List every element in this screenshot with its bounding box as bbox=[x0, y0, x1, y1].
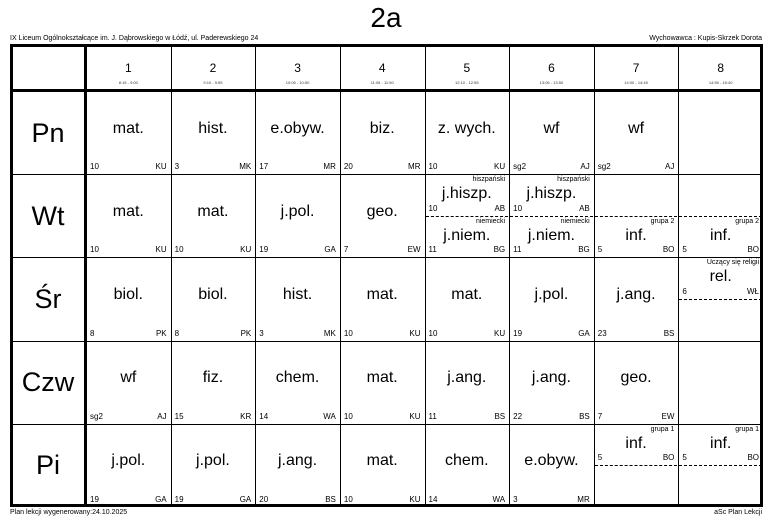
lesson-room: 7 bbox=[597, 411, 603, 421]
lesson-room: 19 bbox=[513, 328, 523, 338]
lesson-room: 11 bbox=[513, 245, 522, 255]
lesson-room: 19 bbox=[174, 494, 184, 504]
period-number: 7 bbox=[632, 61, 640, 75]
lesson-teacher: KU bbox=[494, 328, 506, 338]
period-time: 14:55 - 15:40 bbox=[708, 80, 733, 85]
period-number: 4 bbox=[378, 61, 386, 75]
lesson-cell[interactable] bbox=[510, 342, 593, 423]
lesson-cell[interactable] bbox=[87, 258, 170, 339]
lesson-room: 10 bbox=[174, 245, 184, 255]
lesson-cell[interactable] bbox=[426, 92, 509, 173]
lesson-room: 10 bbox=[343, 494, 353, 504]
lesson-subject: fiz. bbox=[202, 369, 224, 387]
lesson-room: 5 bbox=[597, 245, 603, 255]
lesson-room: 10 bbox=[428, 203, 438, 213]
lesson-cell[interactable] bbox=[341, 92, 424, 173]
lesson-room: sg2 bbox=[597, 162, 611, 172]
class-title: 2a bbox=[370, 2, 402, 33]
lesson-subject: j.ang. bbox=[531, 369, 571, 387]
lesson-room: sg2 bbox=[90, 411, 103, 421]
lesson-cell[interactable] bbox=[426, 175, 509, 215]
lesson-cell[interactable] bbox=[341, 175, 424, 256]
lesson-subject: j.ang. bbox=[277, 452, 318, 470]
period-number: 6 bbox=[548, 61, 555, 75]
lesson-teacher: AJ bbox=[665, 162, 675, 172]
period-number: 8 bbox=[717, 61, 725, 75]
lesson-cell[interactable] bbox=[426, 342, 509, 423]
lesson-teacher: BS bbox=[325, 494, 336, 504]
lesson-subject: mat. bbox=[366, 285, 398, 303]
lesson-subject: e.obyw. bbox=[270, 119, 325, 137]
period-time: 8:15 - 9:00 bbox=[118, 80, 138, 85]
lesson-subject: j.niem. bbox=[527, 226, 575, 244]
period-number: 1 bbox=[124, 61, 132, 75]
lesson-teacher: AJ bbox=[580, 162, 590, 172]
period-number: 2 bbox=[209, 61, 217, 75]
lesson-room: 3 bbox=[259, 328, 264, 338]
lesson-room: 8 bbox=[174, 328, 180, 338]
split-divider bbox=[679, 299, 762, 300]
lesson-teacher: KU bbox=[409, 411, 421, 421]
lesson-teacher: AJ bbox=[157, 411, 167, 421]
lesson-subject: j.niem. bbox=[443, 226, 491, 244]
lesson-room: 6 bbox=[682, 286, 687, 296]
lesson-room: 17 bbox=[259, 162, 269, 172]
lesson-subject: inf. bbox=[710, 226, 732, 244]
lesson-room: 10 bbox=[343, 411, 353, 421]
lesson-room: 20 bbox=[259, 494, 269, 504]
split-divider bbox=[595, 465, 678, 466]
lesson-cell[interactable] bbox=[341, 425, 424, 506]
lesson-cell[interactable] bbox=[172, 258, 255, 339]
day-label: Wt bbox=[31, 200, 65, 231]
lesson-group-note: hiszpański bbox=[557, 176, 590, 184]
lesson-teacher: MR bbox=[323, 162, 336, 172]
lesson-subject: mat. bbox=[366, 369, 398, 387]
lesson-group-note: hiszpański bbox=[472, 176, 506, 184]
lesson-subject: j.pol. bbox=[280, 202, 315, 220]
lesson-subject: j.pol. bbox=[196, 452, 230, 470]
lesson-teacher: KU bbox=[409, 328, 421, 338]
lesson-cell[interactable] bbox=[341, 342, 424, 423]
lesson-subject: hist. bbox=[198, 119, 228, 137]
lesson-room: 3 bbox=[513, 494, 518, 504]
lesson-cell[interactable] bbox=[510, 92, 593, 173]
lesson-teacher: PK bbox=[155, 328, 167, 338]
lesson-group-note: niemiecki bbox=[475, 217, 506, 225]
lesson-group-note: grupa 2 bbox=[735, 217, 759, 225]
lesson-teacher: EW bbox=[407, 245, 421, 255]
lesson-room: 7 bbox=[343, 245, 349, 255]
lesson-subject: j.hiszp. bbox=[441, 184, 492, 202]
lesson-room: 10 bbox=[90, 245, 99, 255]
period-time: 9:10 - 9:55 bbox=[203, 80, 223, 85]
lesson-subject: wf bbox=[543, 119, 560, 137]
lesson-room: 10 bbox=[513, 203, 523, 213]
period-time: 12:10 - 12:55 bbox=[455, 80, 479, 85]
lesson-group-note: niemiecki bbox=[560, 217, 590, 225]
lesson-room: 5 bbox=[682, 245, 687, 255]
period-number: 3 bbox=[294, 61, 301, 75]
lesson-cell[interactable] bbox=[256, 175, 339, 256]
lesson-teacher: KU bbox=[240, 245, 252, 255]
lesson-teacher: BO bbox=[747, 453, 759, 463]
lesson-teacher: MR bbox=[408, 162, 421, 172]
lesson-teacher: KU bbox=[155, 162, 167, 172]
lesson-cell[interactable] bbox=[679, 258, 762, 298]
lesson-room: 11 bbox=[428, 245, 437, 255]
lesson-cell[interactable] bbox=[256, 425, 339, 506]
lesson-cell[interactable] bbox=[87, 425, 170, 506]
lesson-room: 14 bbox=[428, 494, 438, 504]
lesson-cell[interactable] bbox=[172, 175, 255, 256]
lesson-teacher: AB bbox=[494, 203, 506, 213]
lesson-subject: j.hiszp. bbox=[526, 184, 577, 202]
lesson-subject: j.ang. bbox=[616, 285, 656, 303]
lesson-teacher: GA bbox=[155, 494, 167, 504]
software-credit: aSc Plan Lekcji bbox=[714, 509, 762, 516]
lesson-room: 11 bbox=[428, 411, 437, 421]
lesson-subject: inf. bbox=[625, 434, 647, 452]
lesson-subject: rel. bbox=[709, 268, 732, 286]
lesson-teacher: AB bbox=[579, 203, 590, 213]
lesson-teacher: EW bbox=[661, 411, 675, 421]
generated-date: Plan lekcji wygenerowany:24.10.2025 bbox=[10, 509, 128, 516]
lesson-teacher: GA bbox=[324, 245, 336, 255]
lesson-teacher: BG bbox=[578, 245, 590, 255]
lesson-cell[interactable] bbox=[595, 342, 678, 423]
period-time: 13:05 - 13:50 bbox=[539, 80, 564, 85]
lesson-cell[interactable] bbox=[679, 217, 762, 257]
lesson-teacher: MK bbox=[323, 328, 336, 338]
lesson-cell[interactable] bbox=[595, 92, 678, 173]
lesson-room: 14 bbox=[259, 411, 269, 421]
lesson-subject: wf bbox=[628, 119, 645, 137]
lesson-cell[interactable] bbox=[256, 342, 339, 423]
lesson-subject: geo. bbox=[620, 369, 652, 387]
split-divider bbox=[679, 465, 762, 466]
lesson-group-note: grupa 1 bbox=[650, 425, 675, 433]
lesson-room: 10 bbox=[343, 328, 353, 338]
lesson-cell[interactable] bbox=[87, 342, 170, 423]
lesson-room: 22 bbox=[513, 411, 523, 421]
lesson-teacher: BG bbox=[493, 245, 506, 255]
lesson-cell[interactable] bbox=[256, 258, 339, 339]
lesson-subject: biol. bbox=[198, 285, 228, 303]
lesson-group-note: grupa 2 bbox=[650, 217, 675, 225]
lesson-teacher: KU bbox=[494, 162, 506, 172]
lesson-teacher: BS bbox=[663, 328, 675, 338]
lesson-subject: mat. bbox=[112, 202, 144, 220]
lesson-cell[interactable] bbox=[172, 92, 255, 173]
lesson-teacher: WA bbox=[323, 411, 336, 421]
lesson-subject: chem. bbox=[275, 369, 320, 387]
lesson-room: sg2 bbox=[513, 162, 527, 172]
lesson-cell[interactable] bbox=[87, 92, 170, 173]
lesson-subject: mat. bbox=[197, 202, 229, 220]
lesson-cell[interactable] bbox=[341, 258, 424, 339]
day-label: Pn bbox=[31, 117, 65, 148]
lesson-teacher: PK bbox=[240, 328, 252, 338]
lesson-teacher: BS bbox=[494, 411, 506, 421]
lesson-subject: biz. bbox=[369, 119, 395, 137]
lesson-room: 10 bbox=[90, 162, 99, 172]
lesson-cell[interactable] bbox=[510, 258, 593, 339]
lesson-room: 8 bbox=[90, 328, 95, 338]
lesson-cell[interactable] bbox=[679, 425, 762, 465]
period-time: 10:05 - 10:50 bbox=[285, 80, 310, 85]
lesson-subject: wf bbox=[120, 369, 137, 387]
lesson-subject: inf. bbox=[710, 434, 732, 452]
lesson-room: 15 bbox=[174, 411, 184, 421]
period-time: 14:00 - 14:45 bbox=[624, 80, 648, 85]
lesson-subject: inf. bbox=[625, 226, 647, 244]
day-label: Czw bbox=[21, 367, 75, 398]
lesson-subject: j.ang. bbox=[447, 369, 487, 387]
lesson-subject: biol. bbox=[113, 285, 143, 303]
school-name: IX Liceum Ogólnokształcące im. J. Dąbrowskiego w Łódź, ul. Paderewskiego 24 bbox=[10, 35, 259, 42]
lesson-cell[interactable] bbox=[172, 425, 255, 506]
lesson-subject: j.pol. bbox=[111, 452, 146, 470]
lesson-room: 19 bbox=[90, 494, 99, 504]
lesson-subject: geo. bbox=[366, 202, 398, 220]
lesson-cell[interactable] bbox=[256, 92, 339, 173]
lesson-room: 5 bbox=[682, 453, 687, 463]
lesson-cell[interactable] bbox=[595, 217, 678, 257]
lesson-room: 19 bbox=[259, 245, 269, 255]
lesson-teacher: BS bbox=[579, 411, 590, 421]
lesson-cell[interactable] bbox=[426, 425, 509, 506]
lesson-cell[interactable] bbox=[510, 175, 593, 215]
grid-border-top bbox=[10, 44, 763, 47]
lesson-subject: z. wych. bbox=[437, 119, 496, 137]
lesson-subject: e.obyw. bbox=[524, 452, 579, 470]
lesson-subject: hist. bbox=[282, 285, 313, 303]
lesson-room: 10 bbox=[428, 162, 438, 172]
homeroom-teacher: Wychowawca : Kupis-Skrzek Dorota bbox=[649, 35, 762, 42]
lesson-room: 23 bbox=[597, 328, 607, 338]
lesson-teacher: KU bbox=[409, 494, 421, 504]
lesson-group-note: grupa 1 bbox=[735, 425, 759, 433]
lesson-teacher: BO bbox=[662, 245, 675, 255]
lesson-teacher: KU bbox=[155, 245, 167, 255]
lesson-room: 5 bbox=[597, 453, 603, 463]
lesson-cell[interactable] bbox=[595, 425, 678, 465]
lesson-subject: mat. bbox=[366, 452, 398, 470]
lesson-cell[interactable] bbox=[426, 217, 509, 257]
period-number: 5 bbox=[463, 61, 471, 75]
day-label: Śr bbox=[34, 284, 62, 314]
lesson-room: 20 bbox=[343, 162, 353, 172]
lesson-cell[interactable] bbox=[510, 425, 593, 506]
lesson-cell[interactable] bbox=[510, 217, 593, 257]
lesson-teacher: MR bbox=[577, 494, 590, 504]
lesson-teacher: WA bbox=[492, 494, 506, 504]
day-label: Pi bbox=[35, 450, 60, 481]
lesson-subject: j.pol. bbox=[534, 285, 569, 303]
lesson-teacher: BO bbox=[662, 453, 675, 463]
lesson-subject: mat. bbox=[112, 119, 144, 137]
timetable-grid bbox=[10, 44, 763, 507]
lesson-cell[interactable] bbox=[426, 258, 509, 339]
lesson-cell[interactable] bbox=[172, 342, 255, 423]
lesson-cell[interactable] bbox=[87, 175, 170, 256]
lesson-teacher: WŁ bbox=[747, 286, 759, 296]
lesson-subject: chem. bbox=[445, 452, 489, 470]
lesson-room: 10 bbox=[428, 328, 438, 338]
grid-border-left bbox=[10, 44, 13, 507]
lesson-teacher: KR bbox=[240, 411, 252, 421]
lesson-room: 3 bbox=[174, 162, 180, 172]
lesson-group-note: Uczący się religii bbox=[706, 259, 759, 267]
lesson-cell[interactable] bbox=[595, 258, 678, 339]
lesson-subject: mat. bbox=[451, 285, 483, 303]
lesson-teacher: BO bbox=[747, 245, 759, 255]
lesson-teacher: GA bbox=[239, 494, 252, 504]
lesson-teacher: GA bbox=[578, 328, 590, 338]
period-time: 11:05 - 11:50 bbox=[370, 80, 394, 85]
lesson-teacher: MK bbox=[239, 162, 252, 172]
